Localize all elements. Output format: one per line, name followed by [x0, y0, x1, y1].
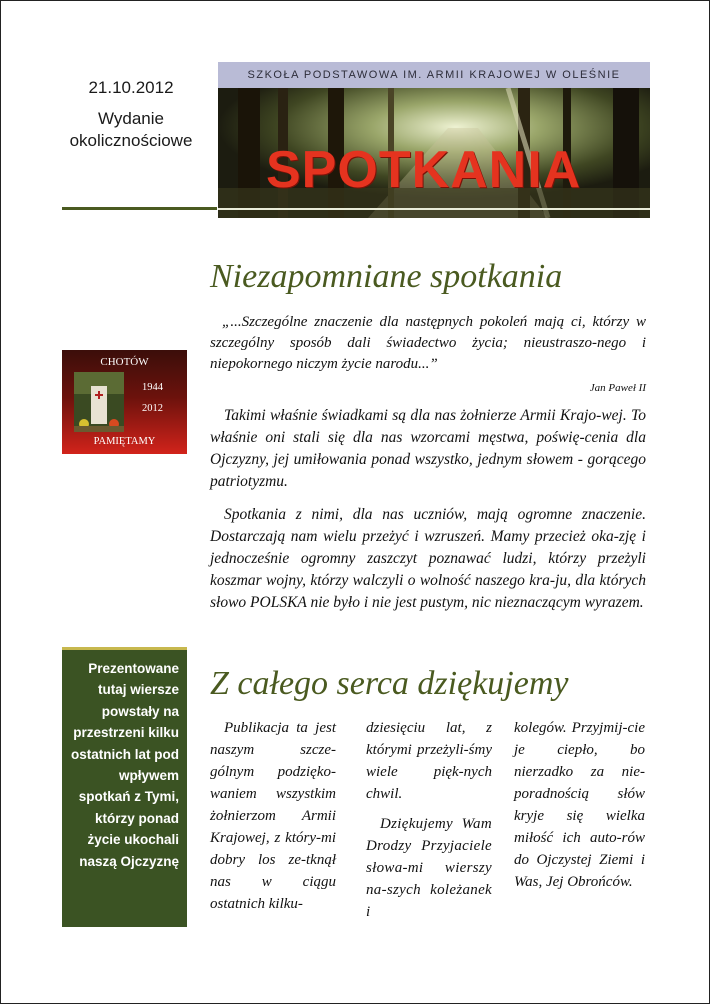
- article-paragraph: Spotkania z nimi, dla nas uczniów, mają ogromne znaczenie. Dostarczają nam wielu przeżyć i wzruszeń. Mamy przecież oka-zję i jednocześnie ogromny zaszczyt poznawać ludzi, którzy przeżyli koszmar wojny, którzy walczyli o wolność naszego kra-ju, dla których słowo POLSKA nie było i nie jest pustym, nic nieznaczącym wyrazem.: [210, 506, 646, 611]
- column-paragraph: Dziękujemy Wam Drodzy Przyjaciele słowa-mi wierszy na-szych koleżanek i: [366, 816, 492, 920]
- plaque-year-end: 2012: [142, 403, 163, 414]
- plaque-year-start: 1944: [142, 382, 163, 393]
- header-divider: [62, 207, 217, 210]
- memorial-photo: [74, 372, 124, 432]
- column-paragraph: dziesięciu lat, z którymi przeżyli-śmy wiele pięk-nych chwil.: [366, 720, 492, 802]
- edition-label: Wydanie okolicznościowe: [69, 109, 193, 150]
- quote-author: Jan Paweł II: [589, 382, 646, 394]
- sidebar-note: Prezentowane tutaj wiersze powstały na przestrzeni kilku ostatnich lat pod wpływem spotkań z Tymi, którzy ponad życie ukochali naszą Ojczyznę: [71, 661, 179, 869]
- article-heading: Niezapomniane spotkania: [210, 258, 563, 295]
- text-column-2: [366, 717, 492, 923]
- article-paragraph: Takimi właśnie świadkami są dla nas żołnierze Armii Krajo-wej. To właśnie oni stali się dla nas wzorcami męstwa, poświę-cenia dla Ojczyzny, jej umiłowania ponad wszystko, jednym słowem - gorącego patriotyzmu.: [210, 407, 646, 490]
- opening-quote: „...Szczególne znaczenie dla następnych pokoleń mają ci, którzy w szczególny sposób dali świadectwo życia; nieustraszo-nego i niepokornego niczym życie narodu...”: [210, 314, 646, 372]
- masthead-title: SPOTKANIA: [266, 141, 582, 199]
- masthead-banner: [218, 88, 650, 218]
- issue-date: 21.10.2012: [88, 78, 174, 97]
- text-column-1: Publikacja ta jest naszym szcze-gólnym podzięko-waniem wszystkim żołnierzom Armii Krajowej, z który-mi dobry los ze-tknął nas w ciągu ostatnich kilku-: [210, 720, 336, 912]
- text-column-3: kolegów. Przyjmij-cie je ciepło, bo nierzadko za nie-poradnością słów kryje się wielka miłość ich autо-rów do Ojczystej Ziemi i Was, Jej Obrońców.: [514, 720, 645, 890]
- plaque-footer: PAMIĘTAMY: [93, 436, 156, 447]
- plaque-title: CHOTÓW: [100, 356, 149, 368]
- memorial-plaque: [62, 350, 187, 454]
- school-name-bar: SZKOŁA PODSTAWOWA IM. ARMII KRAJOWEJ W OLEŚNIE: [218, 62, 650, 88]
- sidebar-note-box: [62, 647, 187, 927]
- masthead-rule: [218, 208, 650, 210]
- section-heading: Z całego serca dziękujemy: [210, 665, 569, 702]
